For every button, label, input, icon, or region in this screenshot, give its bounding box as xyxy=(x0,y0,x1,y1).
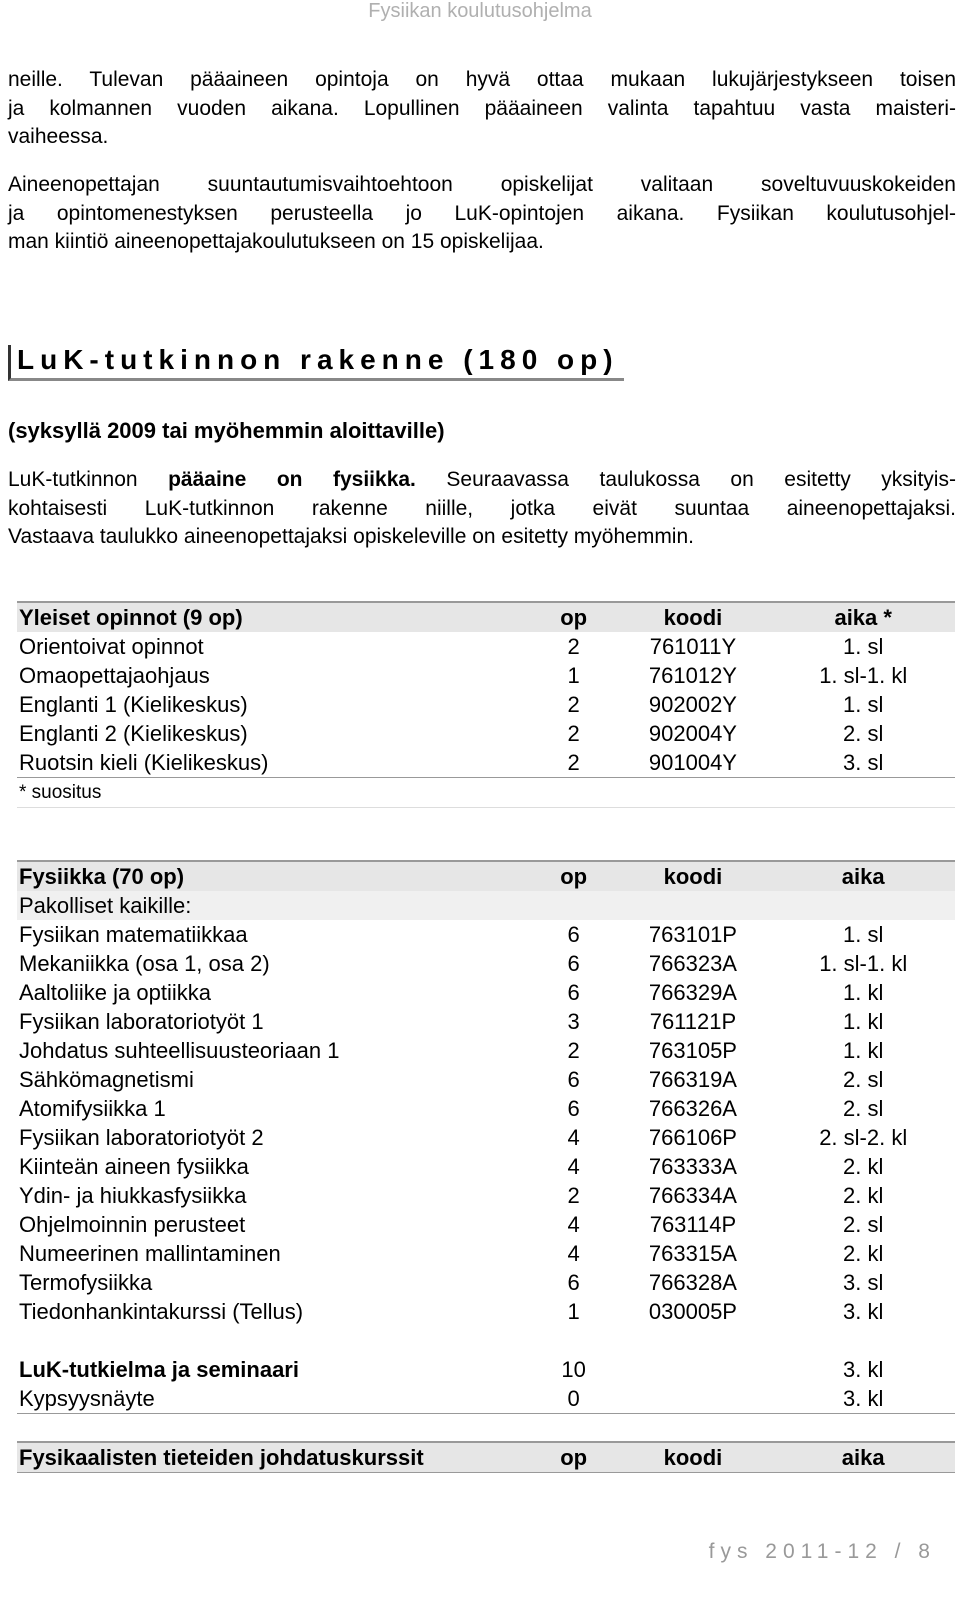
general-studies-table xyxy=(17,601,955,808)
page-header: Fysiikan koulutusohjelma xyxy=(368,0,592,22)
section-subtitle: (syksyllä 2009 tai myöhemmin aloittaville) xyxy=(8,418,445,443)
course-name: Englanti 2 (Kielikeskus) xyxy=(19,721,248,746)
course-name: Omaopettajaohjaus xyxy=(19,663,210,688)
table-header-row xyxy=(17,602,955,632)
course-time: 3. kl xyxy=(843,1299,884,1324)
course-name: Atomifysiikka 1 xyxy=(19,1096,166,1121)
course-op: 6 xyxy=(567,1067,580,1092)
course-op: 4 xyxy=(567,1241,580,1266)
course-code: 761012Y xyxy=(648,663,737,688)
course-op: 1 xyxy=(567,663,580,688)
subheader-cell: Pakolliset kaikille: xyxy=(17,891,531,920)
course-time: 1. sl xyxy=(843,692,884,717)
course-code xyxy=(614,1355,769,1384)
course-name: Ydin- ja hiukkasfysiikka xyxy=(19,1183,247,1208)
text-line xyxy=(8,466,956,495)
course-op: 4 xyxy=(567,1212,580,1237)
course-op: 2 xyxy=(567,1183,580,1208)
course-op: 6 xyxy=(567,951,580,976)
course-time: 2. kl xyxy=(843,1154,884,1179)
course-name: Englanti 1 (Kielikeskus) xyxy=(19,692,248,717)
text-bold: pääaine on fysiikka. xyxy=(168,468,416,491)
course-code: 766328A xyxy=(648,1270,737,1295)
course-code: 761121P xyxy=(649,1009,737,1034)
table-row xyxy=(17,978,955,1007)
course-name: Sähkömagnetismi xyxy=(19,1067,194,1092)
section-paragraph xyxy=(8,466,956,552)
course-name: Fysiikan laboratoriotyöt 2 xyxy=(19,1125,264,1150)
course-time: 3. kl xyxy=(769,1384,955,1414)
course-time: 1. sl-1. kl xyxy=(819,663,908,688)
course-time: 1. kl xyxy=(843,980,884,1005)
course-code: 763101P xyxy=(648,922,737,947)
course-op: 2 xyxy=(567,634,580,659)
course-time: 1. sl xyxy=(843,922,884,947)
course-name: Tiedonhankintakurssi (Tellus) xyxy=(19,1299,304,1324)
table-row xyxy=(17,1123,955,1152)
section-title: LuK-tutkinnon rakenne (180 op) xyxy=(8,345,624,381)
header-cell: Yleiset opinnot (9 op) xyxy=(17,602,531,632)
table-subheader-row xyxy=(17,891,955,920)
table-row xyxy=(17,1007,955,1036)
table-row xyxy=(17,1239,955,1268)
table-row xyxy=(17,719,955,748)
course-name: Kiinteän aineen fysiikka xyxy=(19,1154,249,1179)
course-time: 1. kl xyxy=(843,1009,884,1034)
intro-paragraph-2 xyxy=(8,171,956,257)
header-cell: op xyxy=(531,1442,615,1473)
intro-paragraph-1 xyxy=(8,66,956,152)
course-name: Johdatus suhteellisuusteoriaan 1 xyxy=(19,1038,340,1063)
table-row xyxy=(17,1355,955,1384)
course-code: 030005P xyxy=(648,1299,737,1324)
course-code: 766334A xyxy=(648,1183,737,1208)
course-code: 766323A xyxy=(648,951,737,976)
table-row xyxy=(17,1210,955,1239)
table-row xyxy=(17,690,955,719)
table-row xyxy=(17,1384,955,1414)
text-line: man kiintiö aineenopettajakoulutukseen on 15 opiskelijaa. xyxy=(8,230,544,253)
course-code: 766319A xyxy=(648,1067,737,1092)
course-code: 766329A xyxy=(648,980,737,1005)
page-footer: fys 2011-12 / 8 xyxy=(708,1540,936,1563)
course-name: Ohjelmoinnin perusteet xyxy=(19,1212,246,1237)
course-name: Aaltoliike ja optiikka xyxy=(19,980,211,1005)
course-op: 6 xyxy=(567,1270,580,1295)
course-code: 763105P xyxy=(648,1038,737,1063)
course-name: Mekaniikka (osa 1, osa 2) xyxy=(19,951,270,976)
table-row xyxy=(17,1268,955,1297)
course-time: 2. sl xyxy=(843,1212,884,1237)
header-cell: op xyxy=(531,861,615,891)
course-code: 766106P xyxy=(648,1125,737,1150)
header-cell: koodi xyxy=(614,861,769,891)
course-code: 766326A xyxy=(648,1096,737,1121)
course-op: 3 xyxy=(567,1009,580,1034)
table-row xyxy=(17,1152,955,1181)
table-row xyxy=(17,949,955,978)
course-name: Orientoivat opinnot xyxy=(19,634,204,659)
course-code: 763114P xyxy=(649,1212,737,1237)
course-name: Termofysiikka xyxy=(19,1270,153,1295)
table-row xyxy=(17,1094,955,1123)
course-time: 2. kl xyxy=(843,1183,884,1208)
course-op: 2 xyxy=(531,748,615,778)
table-row xyxy=(17,748,955,778)
table-row xyxy=(17,1065,955,1094)
course-code xyxy=(614,1384,769,1414)
text-line: neille. Tulevan pääaineen opintoja on hyvä ottaa mukaan lukujärjestykseen toisen xyxy=(8,68,956,91)
course-name: Kypsyysnäyte xyxy=(17,1384,531,1414)
header-cell: Fysikaalisten tieteiden johdatuskurssit xyxy=(17,1442,531,1473)
text-line: Aineenopettajan suuntautumisvaihtoehtoon opiskelijat valitaan soveltuvuuskokeiden xyxy=(8,173,956,196)
course-name: LuK-tutkielma ja seminaari xyxy=(19,1357,299,1382)
header-cell: Fysiikka (70 op) xyxy=(17,861,531,891)
header-cell: koodi xyxy=(614,602,769,632)
header-cell: op xyxy=(531,602,615,632)
table-header-row xyxy=(17,861,955,891)
course-op: 4 xyxy=(567,1154,580,1179)
course-op: 6 xyxy=(567,980,580,1005)
table-row xyxy=(17,920,955,949)
course-time: 2. kl xyxy=(843,1241,884,1266)
course-time: 3. sl xyxy=(769,748,955,778)
course-op: 10 xyxy=(561,1357,586,1382)
header-cell: aika xyxy=(769,861,955,891)
physics-table xyxy=(17,860,955,1414)
table-row xyxy=(17,632,955,661)
course-op: 2 xyxy=(567,692,580,717)
course-name: Fysiikan laboratoriotyöt 1 xyxy=(19,1009,264,1034)
table-row xyxy=(17,1181,955,1210)
course-time: 1. kl xyxy=(843,1038,884,1063)
course-code: 763333A xyxy=(648,1154,737,1179)
header-cell: aika * xyxy=(769,602,955,632)
table-header-row xyxy=(17,1442,955,1473)
text-line: ja kolmannen vuoden aikana. Lopullinen pääaineen valinta tapahtuu vasta maisteri- xyxy=(8,96,956,120)
course-name: Fysiikan matematiikkaa xyxy=(19,922,248,947)
table-row xyxy=(17,1036,955,1065)
course-time: 1. sl xyxy=(843,634,884,659)
course-code: 901004Y xyxy=(614,748,769,778)
course-op: 2 xyxy=(567,1038,580,1063)
course-op: 6 xyxy=(567,1096,580,1121)
course-name: Ruotsin kieli (Kielikeskus) xyxy=(17,748,531,778)
course-time: 2. sl xyxy=(843,1067,884,1092)
course-op: 2 xyxy=(567,721,580,746)
course-op: 1 xyxy=(567,1299,580,1324)
course-code: 902004Y xyxy=(648,721,737,746)
course-time: 2. sl xyxy=(843,1096,884,1121)
course-code: 763315A xyxy=(648,1241,737,1266)
text-line: ja opintomenestyksen perusteella jo LuK-opintojen aikana. Fysiikan koulutusohjel- xyxy=(8,201,956,225)
text-line: Vastaava taulukko aineenopettajaksi opiskeleville on esitetty myöhemmin. xyxy=(8,525,694,548)
table-note: * suositus xyxy=(17,778,531,808)
text-line: vaiheessa. xyxy=(8,125,109,148)
course-time: 3. sl xyxy=(843,1270,884,1295)
course-time: 3. kl xyxy=(843,1357,884,1382)
table-row xyxy=(17,661,955,690)
course-op: 4 xyxy=(567,1125,580,1150)
course-op: 6 xyxy=(567,922,580,947)
table-row xyxy=(17,1297,955,1326)
header-cell: aika xyxy=(769,1442,955,1473)
course-time: 2. sl-2. kl xyxy=(819,1125,908,1150)
course-code: 761011Y xyxy=(649,634,737,659)
course-time: 2. sl xyxy=(843,721,884,746)
table-note-row xyxy=(17,778,955,808)
intro-courses-table xyxy=(17,1441,955,1473)
text-lead: LuK-tutkinnon xyxy=(8,468,169,491)
text-rest: Seuraavassa taulukossa on esitetty yksityis- xyxy=(415,468,956,491)
course-time: 1. sl-1. kl xyxy=(819,951,908,976)
course-op: 0 xyxy=(531,1384,615,1414)
course-name: Numeerinen mallintaminen xyxy=(19,1241,281,1266)
text-line: kohtaisesti LuK-tutkinnon rakenne niille, jotka eivät suuntaa aineenopettajaksi. xyxy=(8,496,956,520)
course-code: 902002Y xyxy=(648,692,737,717)
header-cell: koodi xyxy=(614,1442,769,1473)
